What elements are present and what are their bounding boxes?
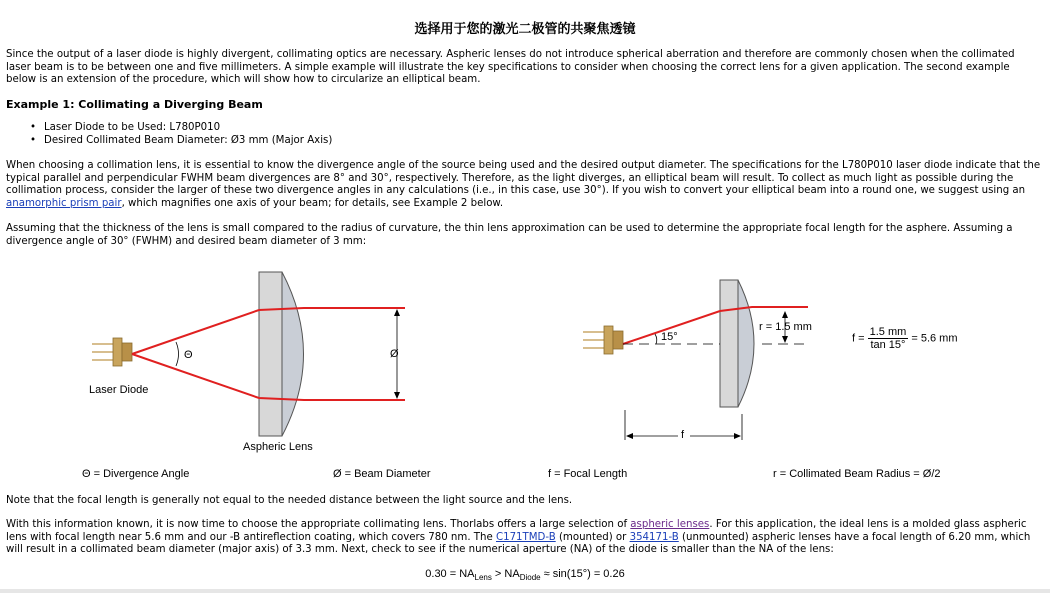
aspheric-lens-curve-left [282,272,304,436]
paragraph-text: When choosing a collimation lens, it is essential to know the divergence angle of the source being used and the desired output diameter. The specifications for the L780P010 laser diode indicate that the typical parallel and perpendicular FWHM beam divergences are 8° and 30°, respectively. Therefore, as the light diverges, an elliptical beam will result. To collect as much light as possible during the collimation process, consider the larger of these two divergence angles in any calculations (i.e., in this case, use 30°). If you wish to convert your elliptical beam into a round one, we suggest using an [6,160,1041,197]
legend-radius: r = Collimated Beam Radius = Ø/2 [773,468,941,480]
equation-part: 0.30 = NA [425,568,475,580]
laser-diode-icon-right [583,326,623,354]
theta-symbol: Θ [184,349,193,361]
equation-subscript: Lens [474,573,492,583]
equation-rhs: = 5.6 mm [911,332,958,345]
radius-label: r = 1.5 mm [759,321,812,333]
anamorphic-prism-pair-link[interactable]: anamorphic prism pair [6,197,122,209]
page-title: 选择用于您的激光二极管的共聚焦透镜 [414,22,636,37]
lens-selection-paragraph [6,519,1042,557]
paragraph-text: With this information known, it is now time to choose the appropriate collimating lens. Thorlabs offers a large selection of [6,519,631,530]
equation-subscript: Diode [519,573,541,583]
354171-b-link[interactable]: 354171-B [629,531,679,543]
equation-part: ≈ sin(15°) = 0.26 [540,568,625,580]
paragraph-text: . For this application, the ideal lens is a molded glass aspheric lens with focal length near 5.6 mm and our -B antireflection coating, which covers 780 nm. The [6,519,1027,543]
na-equation [0,568,1050,582]
horizontal-scrollbar[interactable] [0,589,1050,593]
aspheric-lens-right [720,280,738,407]
collimation-diagram [0,262,1050,462]
diameter-symbol: Ø [390,348,399,360]
list-item: • Laser Diode to be Used: L780P010 [30,121,332,134]
intro-paragraph: Since the output of a laser diode is highly divergent, collimating optics are necessary. Aspheric lenses do not introduce spherical aberration and therefore are commonly chosen when the collimated laser beam is to be between one and five millimeters. A simple example will illustrate the key specifications to consider when choosing the correct lens for a given application. The second example below is an extension of the procedure, which will show how to circularize an elliptical beam. [6,49,1015,86]
example-heading: Example 1: Collimating a Diverging Beam [6,98,263,111]
aspheric-lens-curve-right [738,280,754,407]
paragraph-text: (mounted) or [555,531,630,543]
requirements-list [30,121,332,147]
equation-lhs: f = [852,332,865,345]
legend-focal: f = Focal Length [548,468,628,480]
aspheric-lenses-link[interactable]: aspheric lenses [630,519,710,530]
thin-lens-paragraph: Assuming that the thickness of the lens is small compared to the radius of curvature, the thin lens approximation can be used to determine the appropriate focal length for the asphere. Assuming a divergence angle of 30° (FWHM) and desired beam diameter of 3 mm: [6,223,1013,247]
laser-diode-icon-left [92,338,132,366]
note-paragraph: Note that the focal length is generally not equal to the needed distance between the light source and the lens. [6,495,573,506]
aspheric-lens-left [259,272,282,436]
laser-diode-label: Laser Diode [89,384,149,396]
fraction-numerator: 1.5 mm [869,326,907,338]
c171tmd-b-link[interactable]: C171TMD-B [495,531,556,543]
angle-label: 15° [661,331,678,343]
list-item: • Desired Collimated Beam Diameter: Ø3 mm (Major Axis) [30,134,332,147]
divergence-paragraph [6,160,1042,210]
focal-length-label: f [681,429,685,441]
legend-divergence: Θ = Divergence Angle [82,468,190,480]
equation-fraction [868,326,909,351]
focal-length-equation [852,326,958,351]
paragraph-text: , which magnifies one axis of your beam; for details, see Example 2 below. [121,197,504,209]
legend-diameter: Ø = Beam Diameter [333,468,431,480]
fraction-denominator: tan 15° [870,339,906,351]
equation-part: > NA [491,568,520,580]
paragraph-text: (unmounted) aspheric lenses have a focal length of 6.20 mm, which will result in a collimated beam diameter (major axis) of 3.3 mm. Next, check to see if the numerical aperture (NA) of the diode is smaller than the NA of the lens: [6,531,1031,556]
aspheric-lens-label: Aspheric Lens [243,441,313,453]
